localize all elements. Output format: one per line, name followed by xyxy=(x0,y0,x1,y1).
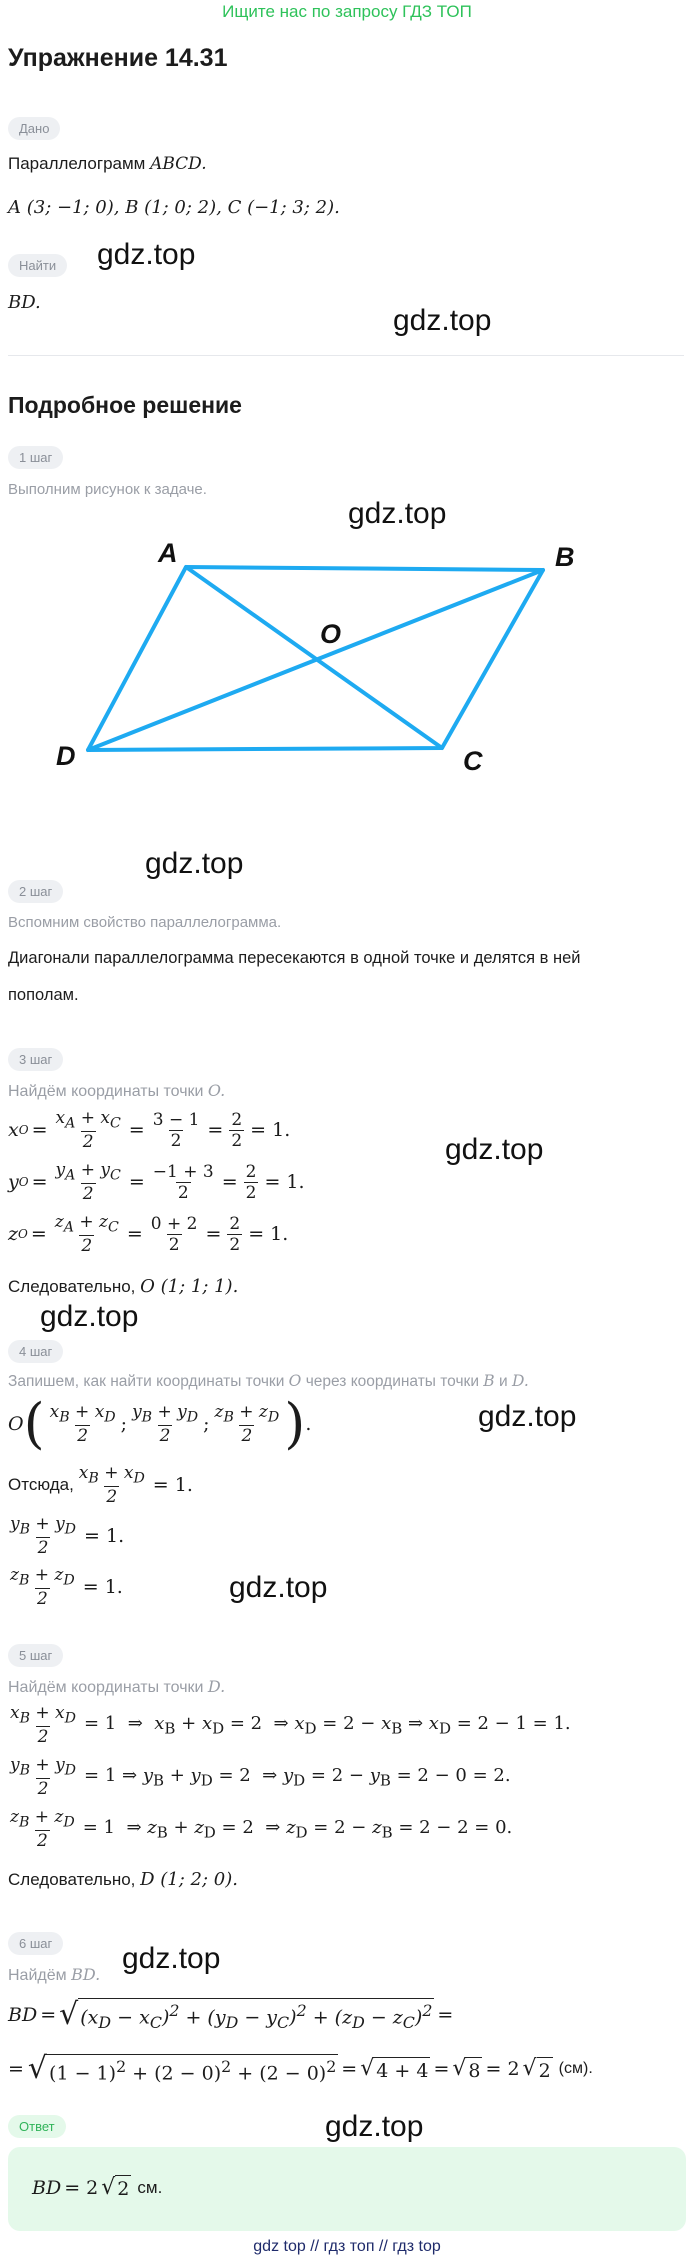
given-line-1 xyxy=(8,154,207,174)
given-line-2: A (3; −1; 0), B (1; 0; 2), C (−1; 3; 2). xyxy=(8,197,340,218)
solution-title: Подробное решение xyxy=(8,392,242,418)
step-2-badge: 2 шаг xyxy=(8,880,63,903)
formula-o-midpoint: O ( $\frac{x_B + x_D}{2}$ ; $\frac{y_B + y_D}{2}$ ; $\frac{z_B + z_D}{2}$ ) . xyxy=(8,1392,312,1455)
formula-zd: $\frac{z_B + z_D}{2}$ = 1 ⇒ $z_B + z_D = 2$ ⇒ $z_D = 2 - z_B = 2 - 2 = 0$. xyxy=(10,1807,513,1852)
parallelogram-diagram xyxy=(0,520,694,790)
step-5-label: Найдём координаты точки xyxy=(8,1679,208,1696)
diagonal-bd xyxy=(88,570,543,750)
formula-bd-value: = √ $(1 - 1)^2 + (2 - 0)^2 + (2 - 0)^2$ = √ 4 + 4 = √ 8 = 2 √ 2 (см). xyxy=(8,2051,593,2087)
formula-yo: y O = $\frac{y_A + y_C}{2}$ = $\frac{-1 + 3}{2}$ = $\frac{2}{2}$ = 1. xyxy=(8,1160,305,1205)
formula-hence-x: Отсюда, $\frac{x_B + x_D}{2}$ = 1. xyxy=(8,1463,193,1508)
step-6-text xyxy=(8,1965,100,1985)
step-3-point: O. xyxy=(207,1081,226,1100)
search-banner: Ищите нас по запросу ГДЗ ТОП xyxy=(222,2,472,21)
step-4-point-o: O xyxy=(288,1372,302,1390)
point-d-coords: D (1; 2; 0). xyxy=(140,1869,238,1890)
step-4-text-part: через координаты точки xyxy=(301,1373,484,1390)
step-1-text: Выполним рисунок к задаче. xyxy=(8,481,207,498)
vertex-a-label: A xyxy=(158,538,178,568)
step-5-text xyxy=(8,1677,225,1697)
step-6-badge: 6 шаг xyxy=(8,1932,63,1955)
formula-xd: $\frac{x_B + x_D}{2}$ = 1 ⇒ $x_B + x_D = 2$ ⇒ $x_D = 2 - x_B$ ⇒ $x_D = 2 - 1 = 1$. xyxy=(10,1703,571,1748)
watermark: gdz.top xyxy=(393,304,492,337)
step-4-point-d: D. xyxy=(511,1372,529,1390)
formula-hence-y: $\frac{y_B + y_D}{2}$ = 1. xyxy=(10,1514,125,1559)
step-4-badge: 4 шаг xyxy=(8,1340,63,1363)
footer-links[interactable]: gdz top // гдз топ // гдз top xyxy=(253,2238,441,2255)
vertex-d-label: D xyxy=(56,741,76,771)
vertex-b-label: B xyxy=(555,542,575,572)
page-title: Упражнение 14.31 xyxy=(8,44,228,72)
step-4-text-part: Запишем, как найти координаты точки xyxy=(8,1373,289,1390)
find-badge: Найти xyxy=(8,254,67,277)
step-3-label: Найдём координаты точки xyxy=(8,1083,208,1100)
watermark: gdz.top xyxy=(348,497,447,530)
step-1-badge: 1 шаг xyxy=(8,446,63,469)
watermark: gdz.top xyxy=(145,847,244,880)
step-6-label: Найдём xyxy=(8,1967,72,1984)
step-2-body-2: пополам. xyxy=(8,986,79,1004)
answer-badge: Ответ xyxy=(8,2115,66,2138)
step-4-text-part: и xyxy=(494,1373,512,1390)
answer-value: BD = 2 √ 2 см. xyxy=(32,2174,163,2200)
vertex-c-label: C xyxy=(463,746,483,776)
watermark: gdz.top xyxy=(40,1300,139,1333)
hence-label: Отсюда, xyxy=(8,1475,74,1495)
step-3-badge: 3 шаг xyxy=(8,1048,63,1071)
diagonal-ac xyxy=(186,567,442,748)
step-4-text xyxy=(8,1372,529,1391)
formula-hence-z: $\frac{z_B + z_D}{2}$ = 1. xyxy=(10,1565,123,1610)
point-o-label: O xyxy=(320,619,342,649)
answer-box xyxy=(8,2147,686,2231)
find-value: BD. xyxy=(8,292,41,313)
step-6-segment: BD. xyxy=(71,1965,101,1984)
given-figure: ABCD. xyxy=(150,154,207,174)
step-3-conclusion xyxy=(8,1276,238,1297)
conclusion-label: Следовательно, xyxy=(8,1870,141,1889)
step-5-conclusion xyxy=(8,1869,238,1890)
formula-bd-general: BD = √ $(x_D - x_C)^2 + (y_D - y_C)^2 + (z_D - z_C)^2$ = xyxy=(8,1997,454,2033)
step-5-badge: 5 шаг xyxy=(8,1644,63,1667)
formula-xo: x O = $\frac{x_A + x_C}{2}$ = $\frac{3 - 1}{2}$ = $\frac{2}{2}$ = 1. xyxy=(8,1108,291,1153)
given-text: Параллелограмм xyxy=(8,154,151,173)
divider xyxy=(8,355,684,356)
step-2-text: Вспомним свойство параллелограмма. xyxy=(8,914,282,931)
formula-zo: z O = $\frac{z_A + z_C}{2}$ = $\frac{0 + 2}{2}$ = $\frac{2}{2}$ = 1. xyxy=(8,1212,289,1257)
watermark: gdz.top xyxy=(122,1942,221,1975)
point-o-coords: O (1; 1; 1). xyxy=(140,1276,239,1297)
watermark: gdz.top xyxy=(229,1571,328,1604)
step-5-point: D. xyxy=(207,1677,226,1696)
conclusion-label: Следовательно, xyxy=(8,1277,141,1296)
watermark: gdz.top xyxy=(97,238,196,271)
step-3-text xyxy=(8,1081,225,1101)
unit-label: (см). xyxy=(558,2060,593,2078)
watermark: gdz.top xyxy=(325,2110,424,2143)
answer-unit: см. xyxy=(137,2177,163,2197)
formula-yd: $\frac{y_B + y_D}{2}$ = 1 ⇒ $y_B + y_D = 2$ ⇒ $y_D = 2 - y_B = 2 - 0 = 2$. xyxy=(10,1755,511,1800)
step-4-point-b: B xyxy=(483,1372,495,1390)
watermark: gdz.top xyxy=(445,1133,544,1166)
watermark: gdz.top xyxy=(478,1400,577,1433)
given-badge: Дано xyxy=(8,117,60,140)
step-2-body-1: Диагонали параллелограмма пересекаются в одной точке и делятся в ней xyxy=(8,949,581,967)
